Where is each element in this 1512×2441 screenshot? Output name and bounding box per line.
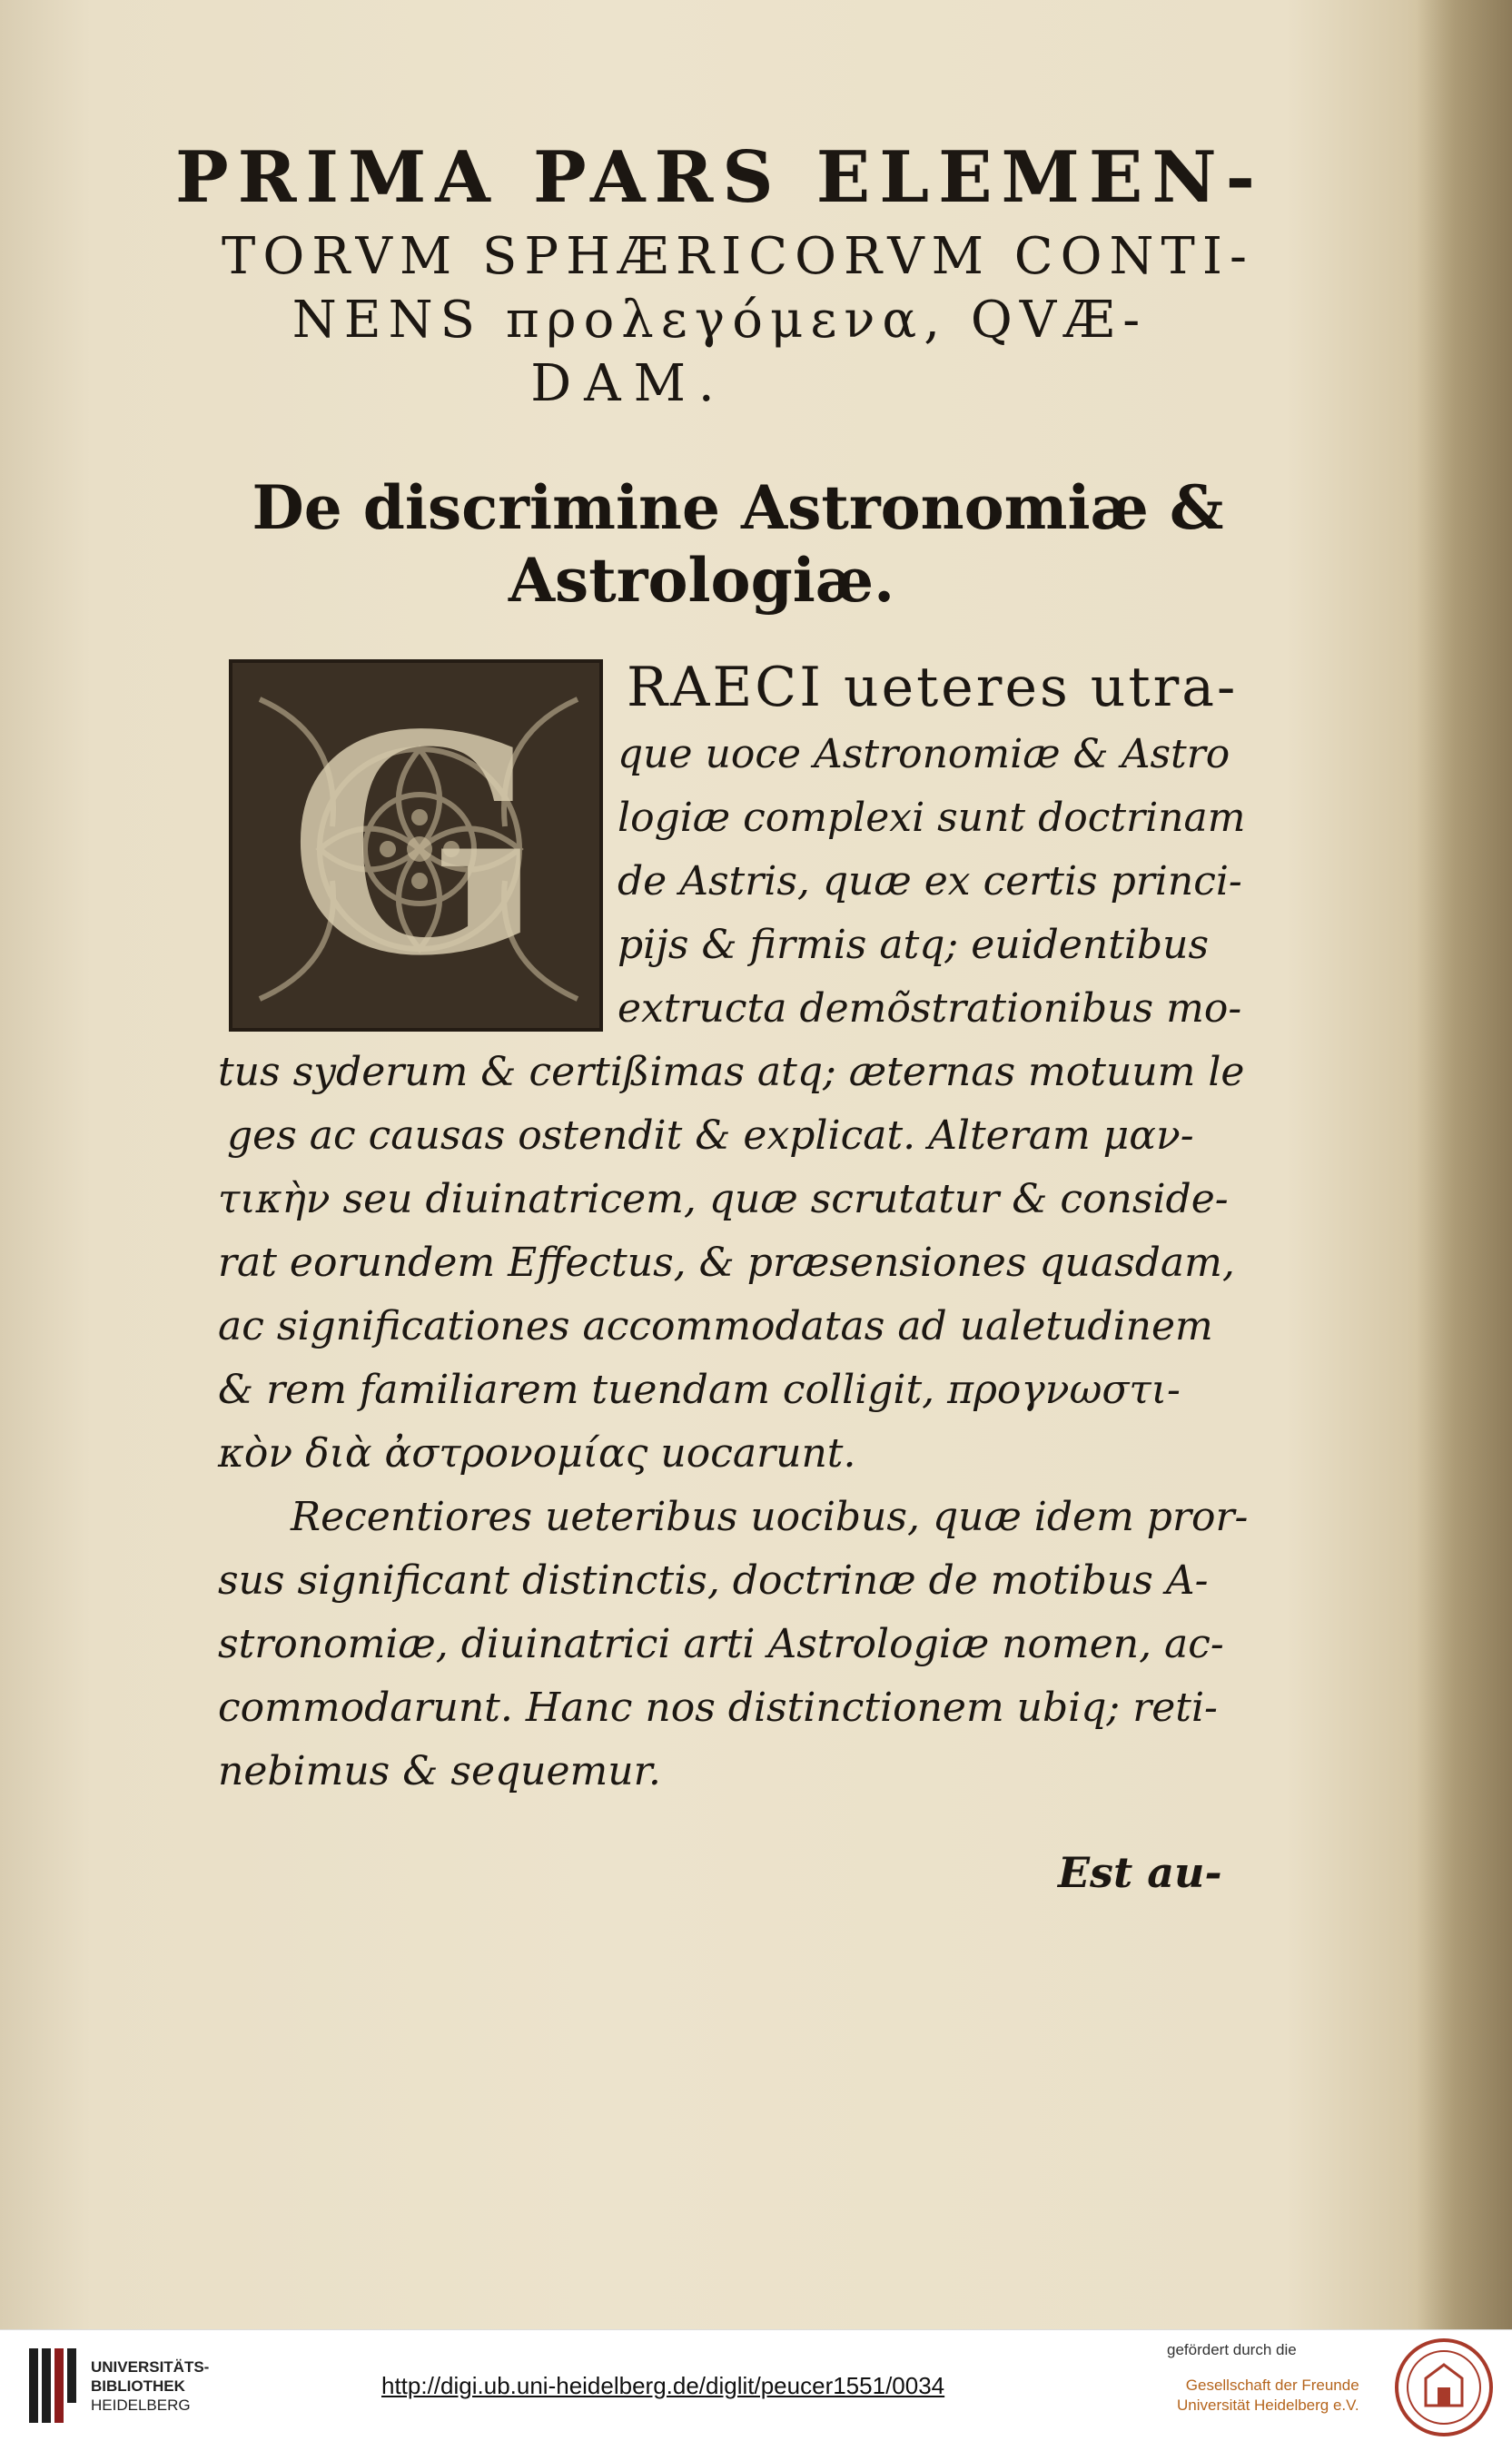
sponsor-label: gefördert durch die: [1167, 2341, 1297, 2358]
footer-bar: [0, 2329, 1512, 2441]
title-line-3: NENS προλεγόμενα, QVÆ-: [292, 291, 1148, 350]
sponsor-name-line: Gesellschaft der Freunde: [1185, 2377, 1359, 2394]
body-line: que uoce Astronomiæ & Astro: [618, 731, 1230, 777]
body-line: ac significationes accommodatas ad ualetudinem: [218, 1303, 1213, 1349]
body-line: sus significant distinctis, doctrinæ de motibus A-: [218, 1557, 1209, 1604]
sponsor-name: [1177, 2376, 1359, 2416]
body-line: tus syderum & certißimas atq; æternas motuum le: [218, 1049, 1245, 1095]
title-line-4: DAM.: [530, 354, 727, 413]
body-line: nebimus & sequemur.: [218, 1748, 661, 1794]
library-name-line: BIBLIOTHEK: [91, 2377, 185, 2395]
library-name-line: HEIDELBERG: [91, 2397, 191, 2414]
library-logo-icon: [29, 2348, 82, 2423]
body-line: Recentiores ueteribus uocibus, quæ idem pror-: [291, 1494, 1249, 1540]
body-line: pijs & firmis atq; euidentibus: [618, 922, 1210, 968]
library-name: [91, 2357, 209, 2415]
sponsor-name-line: Universität Heidelberg e.V.: [1177, 2397, 1359, 2414]
permalink-url[interactable]: http://digi.ub.uni-heidelberg.de/diglit/peucer1551/0034: [381, 2372, 945, 2399]
title-line-2: TORVM SPHÆRICORVM CONTI-: [222, 227, 1254, 286]
initial-letter: G: [288, 669, 544, 1022]
body-line: rat eorundem Effectus, & præsensiones quasdam,: [218, 1240, 1235, 1286]
body-line: stronomiæ, diuinatrici arti Astrologiæ nomen, ac-: [218, 1621, 1224, 1667]
body-line: commodarunt. Hanc nos distinctionem ubiq; reti-: [218, 1685, 1218, 1731]
body-line-first: RAECI ueteres utra-: [627, 656, 1239, 719]
section-heading-line-1: De discrimine Astronomiæ &: [252, 472, 1224, 543]
title-line-1: PRIMA PARS ELEMEN-: [175, 136, 1264, 219]
library-name-line: UNIVERSITÄTS-: [91, 2358, 210, 2376]
decorated-initial: [229, 659, 603, 1032]
body-line: & rem familiarem tuendam colligit, προγνωστι-: [218, 1367, 1181, 1413]
body-line: ges ac causas ostendit & explicat. Alteram μαν-: [227, 1112, 1194, 1159]
body-line: logiæ complexi sunt doctrinam: [618, 795, 1246, 841]
body-line: extructa demõstrationibus mo-: [618, 985, 1242, 1032]
section-heading-line-2: Astrologiæ.: [508, 545, 895, 616]
body-line: de Astris, quæ ex certis princi-: [618, 858, 1242, 904]
body-line: τικὴν seu diuinatricem, quæ scrutatur & conside-: [218, 1176, 1229, 1222]
catchword: Est au-: [1058, 1848, 1222, 1897]
university-seal-icon: [1394, 2337, 1494, 2437]
body-line: κὸν διὰ ἀστρονομίας uocarunt.: [218, 1430, 856, 1477]
